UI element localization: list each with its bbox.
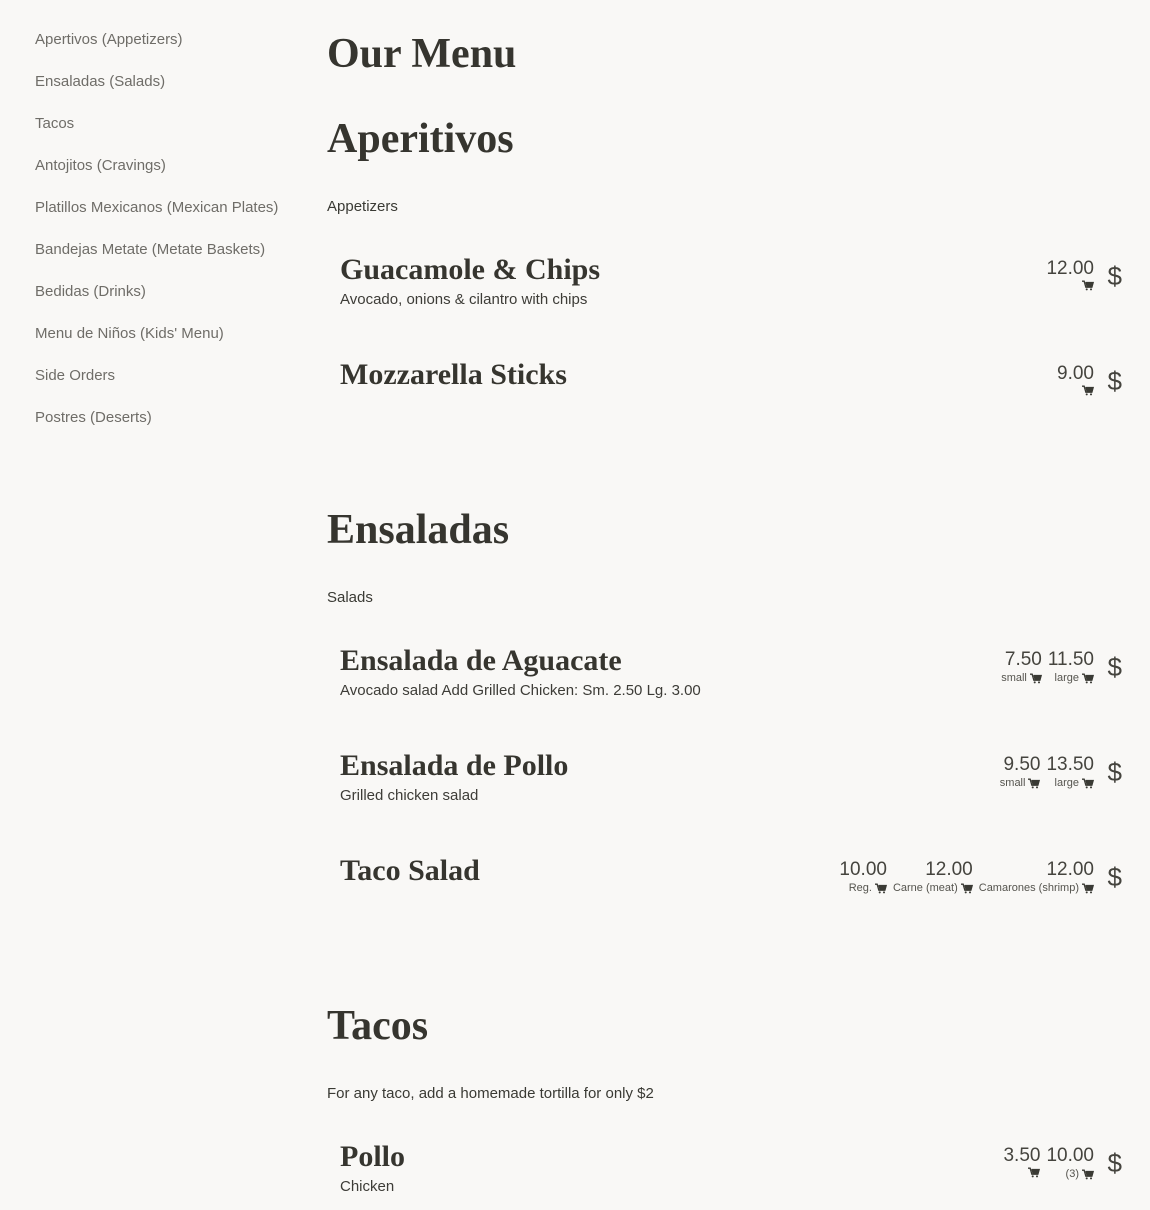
nav-link-platillos-mexicanos-mexican-plates[interactable]: Platillos Mexicanos (Mexican Plates) <box>35 199 279 216</box>
nav-link-bedidas-drinks[interactable]: Bedidas (Drinks) <box>35 283 146 300</box>
price-meta <box>1046 776 1094 790</box>
item-description: Avocado salad Add Grilled Chicken: Sm. 2.50 Lg. 3.00 <box>340 682 701 699</box>
currency-symbol[interactable]: $ <box>1107 366 1122 396</box>
item-name: Mozzarella Sticks <box>340 358 567 391</box>
nav-link-side-orders[interactable]: Side Orders <box>35 367 116 384</box>
currency-symbol[interactable]: $ <box>1107 757 1122 787</box>
price-meta <box>1000 776 1041 790</box>
nav-link-apertivos-appetizers[interactable]: Apertivos (Appetizers) <box>35 31 183 48</box>
price-option[interactable] <box>979 859 1094 895</box>
price-value: 3.50 <box>1003 1145 1041 1166</box>
cart-icon[interactable] <box>1082 673 1094 684</box>
price-value: 10.00 <box>839 859 887 880</box>
cart-icon[interactable] <box>875 883 887 894</box>
cart-icon[interactable] <box>1030 673 1042 684</box>
menu-item <box>340 749 1122 819</box>
price-option[interactable] <box>1046 258 1094 291</box>
price-value: 13.50 <box>1046 754 1094 775</box>
price-option[interactable] <box>1003 1145 1040 1181</box>
price-size-label: small <box>1001 672 1027 684</box>
currency-symbol[interactable]: $ <box>1107 652 1122 682</box>
price-size-label: large <box>1054 777 1079 789</box>
price-option[interactable] <box>839 859 887 895</box>
item-name: Ensalada de Aguacate <box>340 644 622 677</box>
price-option[interactable] <box>1057 363 1094 396</box>
price-value: 10.00 <box>1046 1145 1094 1166</box>
menu-item <box>340 644 1122 714</box>
menu-category-nav <box>35 20 305 440</box>
section-title-aperitivos: Aperitivos <box>327 116 514 162</box>
cart-icon[interactable] <box>1082 883 1094 894</box>
price-options <box>1001 649 1094 685</box>
nav-link-antojitos-cravings[interactable]: Antojitos (Cravings) <box>35 157 166 174</box>
price-size-label: (3) <box>1065 1168 1079 1180</box>
price-value: 11.50 <box>1047 649 1094 670</box>
cart-icon[interactable] <box>1082 280 1094 291</box>
price-size-label: Reg. <box>848 882 872 894</box>
price-option[interactable] <box>1001 649 1042 685</box>
price-options <box>1057 363 1094 396</box>
price-meta <box>979 881 1094 895</box>
item-description: Chicken <box>340 1178 395 1195</box>
cart-icon[interactable] <box>961 883 973 894</box>
item-name: Taco Salad <box>340 854 480 887</box>
section-title-ensaladas: Ensaladas <box>327 507 510 553</box>
price-option[interactable] <box>893 859 973 895</box>
price-value: 7.50 <box>1004 649 1042 670</box>
price-options <box>839 859 1094 895</box>
price-meta <box>893 881 973 895</box>
page-title: Our Menu <box>327 31 517 77</box>
price-meta <box>1046 1167 1094 1181</box>
menu-item <box>340 854 1122 924</box>
price-value: 12.00 <box>1046 859 1094 880</box>
currency-symbol[interactable]: $ <box>1107 1148 1122 1178</box>
price-option[interactable] <box>1046 1145 1094 1181</box>
section-subtitle: Appetizers <box>327 198 398 215</box>
item-description: Avocado, onions & cilantro with chips <box>340 291 588 308</box>
nav-link-tacos[interactable]: Tacos <box>35 115 75 132</box>
price-options <box>1046 258 1094 291</box>
section-subtitle: For any taco, add a homemade tortilla for only $2 <box>327 1085 654 1102</box>
price-value: 12.00 <box>1046 258 1094 279</box>
menu-item <box>340 1140 1122 1210</box>
cart-icon[interactable] <box>1082 1169 1094 1180</box>
nav-link-postres-deserts[interactable]: Postres (Deserts) <box>35 409 152 426</box>
price-option[interactable] <box>1046 754 1094 790</box>
price-meta <box>1046 280 1094 291</box>
price-meta <box>1057 385 1094 396</box>
section-subtitle: Salads <box>327 589 373 606</box>
nav-link-bandejas-metate-metate-baskets[interactable]: Bandejas Metate (Metate Baskets) <box>35 241 266 258</box>
price-size-label: Camarones (shrimp) <box>978 882 1079 894</box>
cart-icon[interactable] <box>1082 385 1094 396</box>
menu-item <box>340 253 1122 323</box>
item-name: Pollo <box>340 1140 405 1173</box>
price-meta <box>1001 671 1042 685</box>
price-options <box>1000 754 1094 790</box>
currency-symbol[interactable]: $ <box>1107 261 1122 291</box>
price-size-label: small <box>999 777 1026 789</box>
item-description: Grilled chicken salad <box>340 787 479 804</box>
section-title-tacos: Tacos <box>327 1003 429 1049</box>
menu-item <box>340 358 1122 428</box>
price-options <box>1003 1145 1094 1181</box>
nav-link-menu-de-ni-os-kids-menu[interactable]: Menu de Niños (Kids' Menu) <box>35 325 224 342</box>
price-option[interactable] <box>1048 649 1094 685</box>
price-option[interactable] <box>1000 754 1041 790</box>
cart-icon[interactable] <box>1028 778 1040 789</box>
price-size-label: large <box>1054 672 1079 684</box>
price-value: 9.50 <box>1003 754 1041 775</box>
price-size-label: Carne (meat) <box>892 882 958 894</box>
nav-link-ensaladas-salads[interactable]: Ensaladas (Salads) <box>35 73 166 90</box>
item-name: Guacamole & Chips <box>340 253 601 286</box>
price-meta <box>1048 671 1094 685</box>
item-name: Ensalada de Pollo <box>340 749 569 782</box>
price-value: 9.00 <box>1057 363 1094 384</box>
price-value: 12.00 <box>925 859 973 880</box>
price-meta <box>839 881 887 895</box>
cart-icon[interactable] <box>1082 778 1094 789</box>
currency-symbol[interactable]: $ <box>1107 862 1122 892</box>
